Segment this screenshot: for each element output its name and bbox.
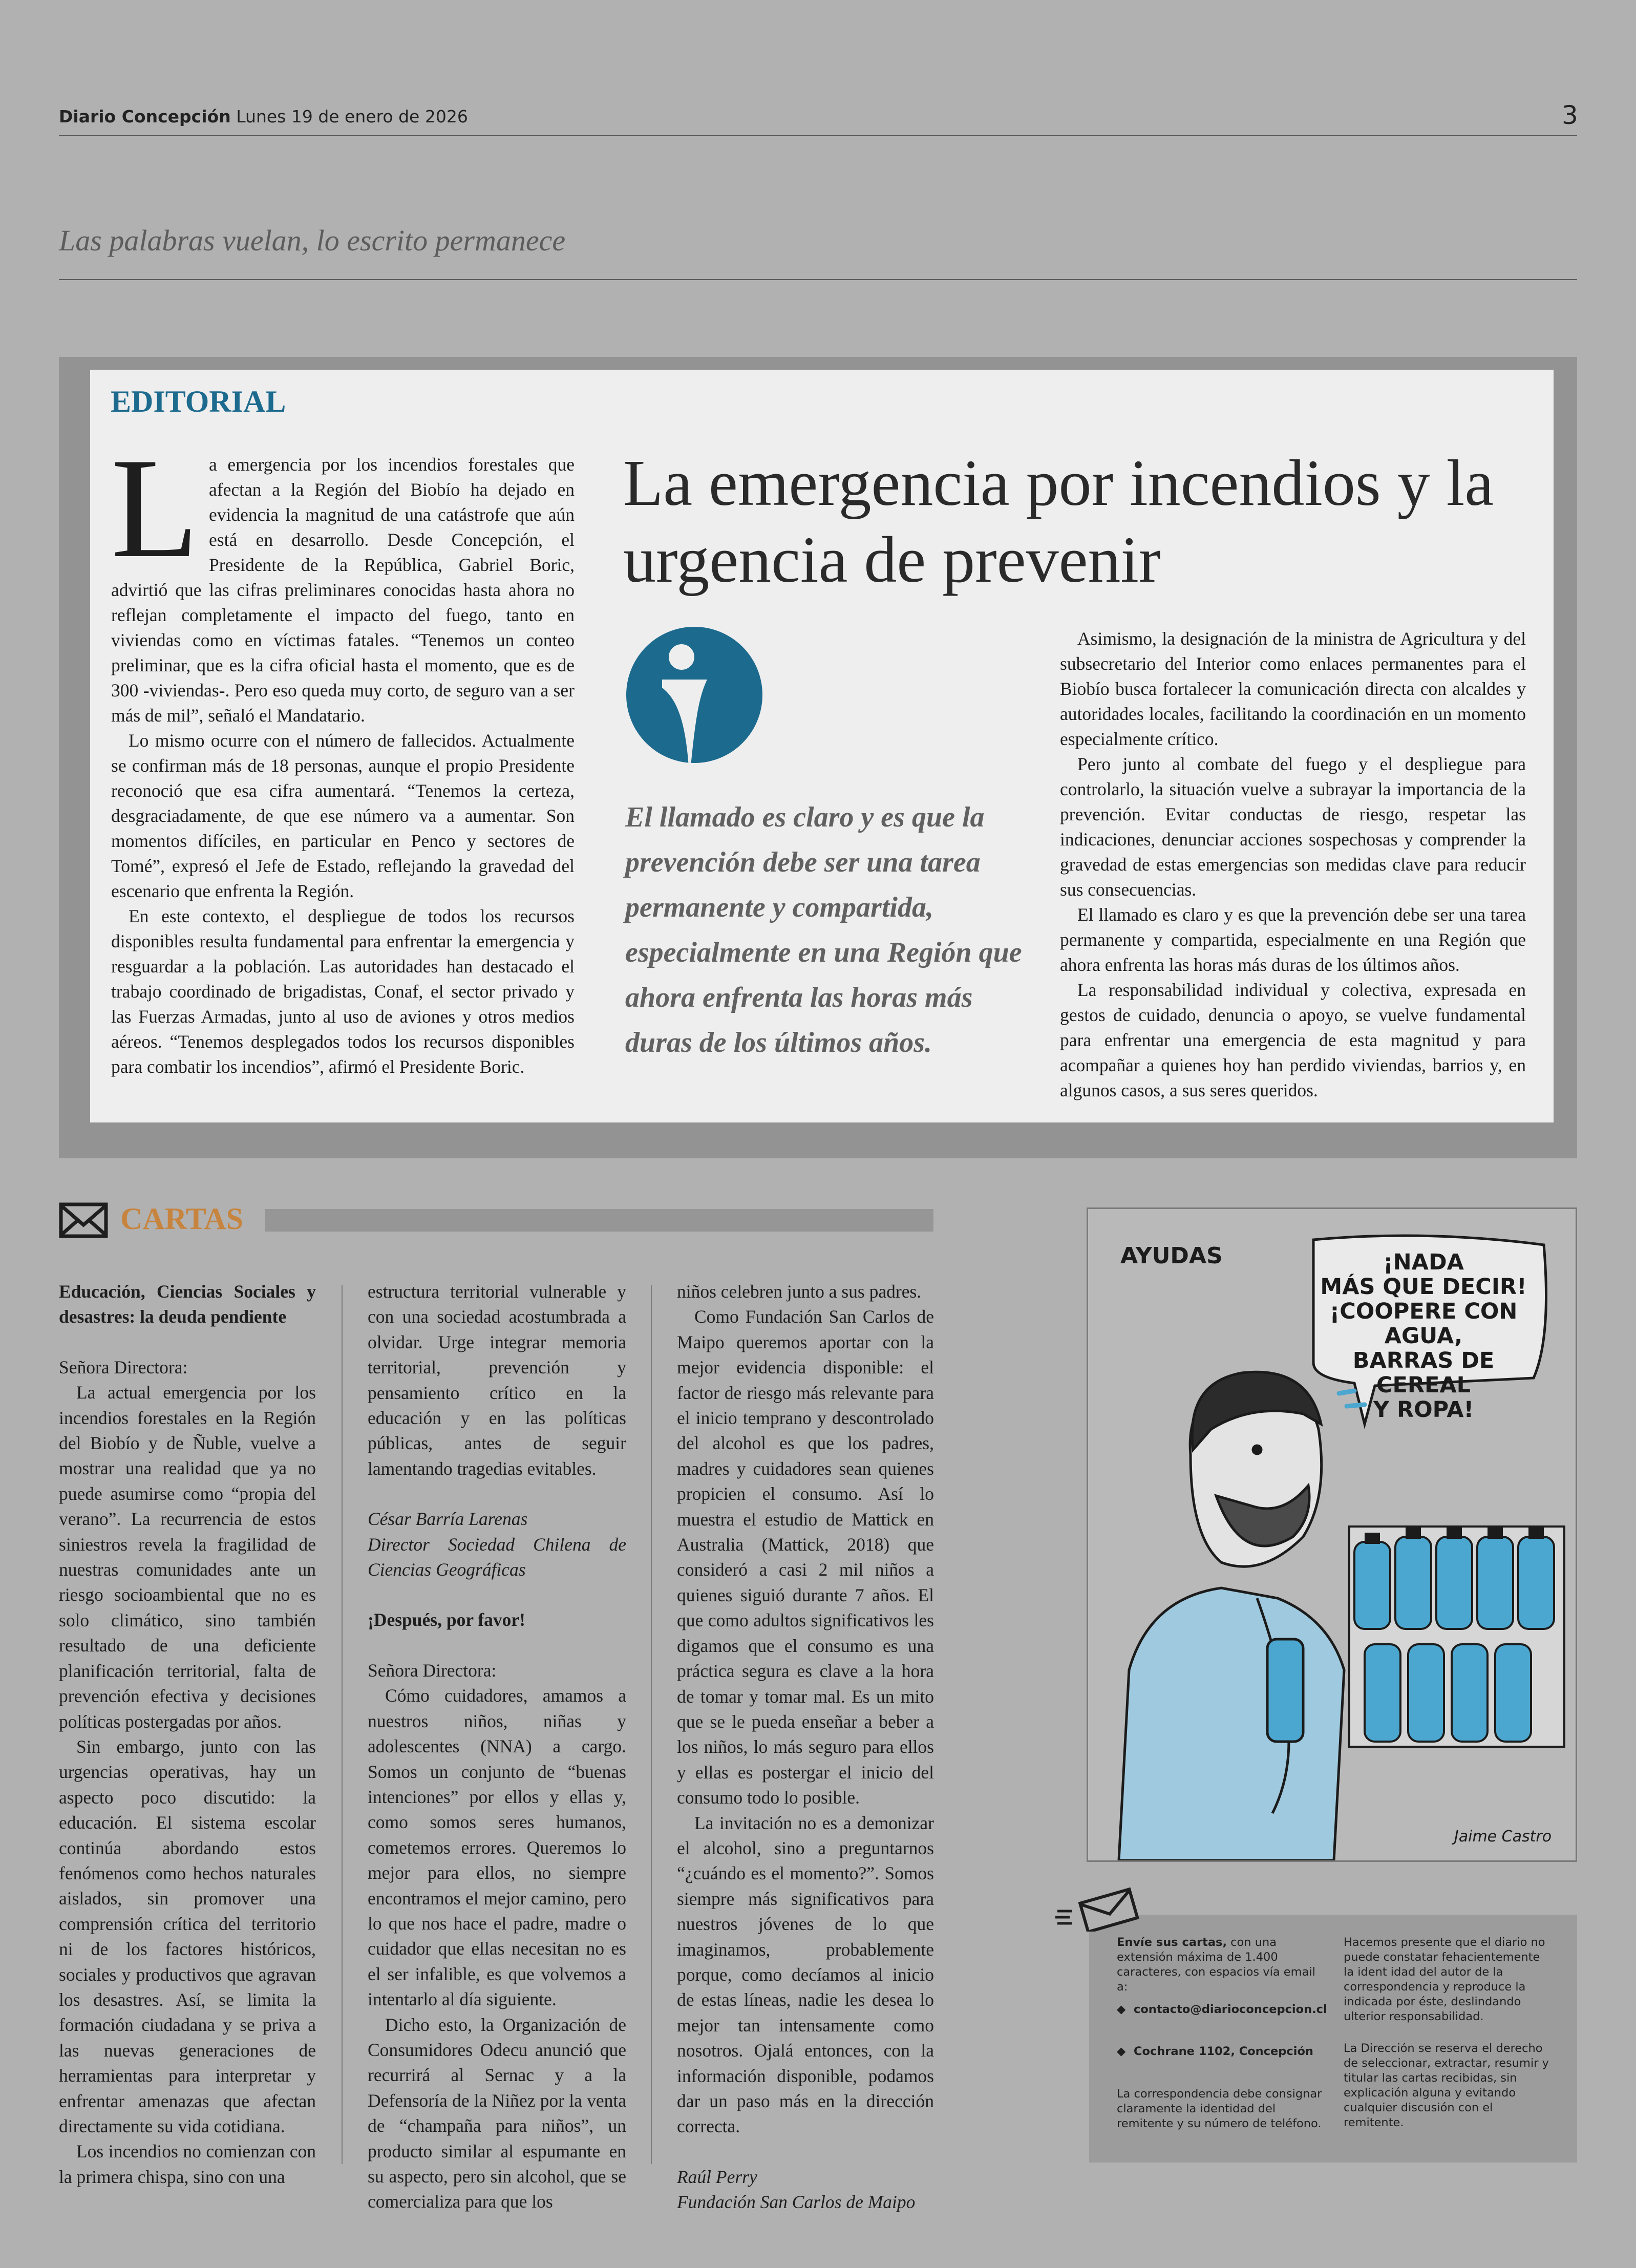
- letter-headline: Educación, Ciencias Sociales y desastres: la deuda pendiente: [59, 1281, 316, 1327]
- letter-paragraph: Sin embargo, junto con las urgencias operativas, hay un aspecto poco discutido: la educación. El sistema escolar continúa abordando estos fenómenos como hechos naturales aislados, sin promover una comprensión crítica del territorio ni de los factores históricos, sociales y productivos que agravan los desastres. Así, se limita la formación ciudadana y se priva a las nuevas generaciones de herramientas para interpretar y enfrentar amenazas que afectan directamente su vida cotidiana.: [59, 1736, 316, 2136]
- letter-paragraph: Dicho esto, la Organización de Consumidores Odecu anunció que recurrirá al Sernac y a la Defensoría de la Niñez por la venta de “champaña para niños”, un producto similar al espumante en su aspecto, pero sin alcohol, que se comercializa para que los: [368, 2014, 626, 2212]
- editorial-lead-text: a emergencia por los incendios forestales que afectan a la Región del Biobío ha dejado en evidencia la magnitud de una catástrofe que aún está en desarrollo. Desde Concepción, el Presidente de la República, Gabriel Boric, advirtió que las cifras preliminares conocidas hasta ahora no reflejan completamente el impacto del fuego, tanto en viviendas como en víctimas fatales. “Tenemos un conteo preliminar, que es la cifra oficial hasta el momento, que es de 300 -viviendas-. Pero eso queda muy corto, de seguro van a ser más de mil”, señaló el Mandatario.: [111, 454, 575, 726]
- info-disclaimer: Hacemos presente que el diario no puede constatar fehacientemente la ident idad del autor de la correspondencia y reproduce la indicada por éste, deslindando ulterior responsabilidad.: [1344, 1936, 1545, 2023]
- postal-address: Cochrane 1102, Concepción: [1133, 2045, 1313, 2058]
- letter-paragraph: Cómo cuidadores, amamos a nuestros niños, niñas y adolescentes (NNA) a cargo. Somos un conjunto de “buenas intenciones” por ellos y ellas y, como somos seres humanos, cometemos errores. Queremos lo mejor para ellos, no siempre encontramos el mejor camino, pero lo que nos hace el padre, madre o cuidador que ellas necesitan no es el ser infalible, es que volvemos a intentarlo al día siguiente.: [368, 1685, 626, 2010]
- cartas-label: CARTAS: [120, 1202, 244, 1236]
- masthead: [59, 107, 468, 126]
- letter-paragraph: La actual emergencia por los incendios forestales en la Región del Biobío y de Ñuble, vuelve a mostrar una realidad que ya no puede asumirse como “propia del verano”. La recurrencia de estos siniestros revela la fragilidad de nuestras comunidades ante un riesgo socioambiental que no es solo climático, sino también resultado de una deficiente planificación territorial, falta de prevención efectiva y decisiones políticas postergadas por años.: [59, 1382, 316, 1732]
- editorial-paragraph: En este contexto, el despliegue de todos los recursos disponibles resulta fundamental para enfrentar la emergencia y resguardar a la población. Las autoridades han destacado el trabajo coordinado de brigadistas, Conaf, el sector privado y las Fuerzas Armadas, junto al uso de aviones y otros medios aéreos. “Tenemos desplegados todos los recursos disponibles para combatir los incendios”, afirmó el Presidente Boric.: [111, 906, 575, 1077]
- issue-date: Lunes 19 de enero de 2026: [236, 107, 468, 126]
- column-divider: [342, 1285, 343, 2164]
- info-send-instructions: [1117, 1935, 1329, 1995]
- letter-salutation: Señora Directora:: [59, 1356, 188, 1377]
- page-number: 3: [1562, 100, 1578, 130]
- info-note: La correspondencia debe consignar claramente la identidad del remitente y su número de teléfono.: [1117, 2087, 1322, 2130]
- cartoon-panel: [1087, 1207, 1577, 1862]
- letter-paragraph: estructura territorial vulnerable y con una sociedad acostumbrada a olvidar. Urge integrar memoria territorial, prevención y pensamiento crítico en la educación y en las políticas públicas, antes de seguir lamentando tragedias evitables.: [368, 1281, 626, 1479]
- letter-paragraph: niños celebren junto a sus padres.: [677, 1281, 922, 1302]
- cartoon-title: AYUDAS: [1120, 1243, 1223, 1269]
- water-bottles: [1349, 1527, 1564, 1747]
- drop-cap: L: [111, 428, 199, 587]
- info-icon: [625, 623, 763, 767]
- letter-paragraph: Los incendios no comienzan con la primera chispa, sino con una: [59, 2141, 316, 2187]
- speech-line: ¡NADA: [1383, 1249, 1464, 1275]
- cartoon-speech-text: [1313, 1250, 1534, 1422]
- info-send-text: con una extensión máxima de 1.400 caracteres, con espacios vía email a:: [1117, 1936, 1315, 1994]
- info-address: ◆ Cochrane 1102, Concepción: [1117, 2045, 1313, 2058]
- cartoon-signature: Jaime Castro: [1454, 1828, 1552, 1846]
- info-email[interactable]: ◆ contacto@diarioconcepcion.cl: [1117, 2003, 1327, 2016]
- letter-signature-role: Fundación San Carlos de Maipo: [677, 2192, 916, 2213]
- letter-signature-role: Director Sociedad Chilena de Ciencias Geográficas: [368, 1534, 626, 1580]
- letters-column-2: [368, 1279, 626, 2215]
- editorial-column-3: [1060, 626, 1526, 1103]
- cartoon-man: [1119, 1372, 1344, 1860]
- editorial-paragraph: Pero junto al combate del fuego y el despliegue para controlarlo, la situación vuelve a subrayar la importancia de la prevención. Evitar conductas de riesgo, respetar las indicaciones, denunciar acciones sospechosas y comprender la gravedad de estas emergencias son medidas clave para reducir sus consecuencias.: [1060, 754, 1526, 900]
- email-address[interactable]: contacto@diarioconcepcion.cl: [1133, 2003, 1327, 2016]
- header-rule: [59, 135, 1577, 136]
- speech-line: Y ROPA!: [1373, 1397, 1474, 1423]
- info-send-bold: Envíe sus cartas,: [1117, 1936, 1227, 1949]
- editorial-kicker: EDITORIAL: [111, 385, 286, 418]
- editorial-pull-quote: El llamado es claro y es que la prevención debe ser una tarea permanente y compartida, especialmente en una Región que ahora enfrenta las horas más duras de los últimos años.: [625, 801, 1022, 1058]
- letters-column-1: [59, 1279, 316, 2190]
- speech-line: ¡COOPERE CON AGUA,: [1329, 1299, 1518, 1349]
- mail-envelope-icon: [1052, 1884, 1140, 1932]
- editorial-lead-paragraph: [111, 428, 575, 728]
- editorial-paragraph: Asimismo, la designación de la ministra de Agricultura y del subsecretario del Interior como enlaces permanentes para el Biobío busca fortalecer la comunicación directa con alcaldes y autoridades locales, facilitando la coordinación en un momento especialmente crítico.: [1060, 628, 1526, 749]
- section-tagline: Las palabras vuelan, lo escrito permanece: [59, 224, 566, 257]
- letter-salutation: Señora Directora:: [368, 1660, 497, 1681]
- speech-line: MÁS QUE DECIR!: [1320, 1274, 1527, 1300]
- editorial-column-1: [111, 428, 575, 1079]
- editorial-paragraph: Lo mismo ocurre con el número de fallecidos. Actualmente se confirman más de 18 personas, aunque el propio Presidente reconoció que esa cifra aumentará. “Tenemos la certeza, desgraciadamente, de que ese número va a aumentar. Son momentos difíciles, en particular en Penco y sectores de Tomé”, expresó el Jefe de Estado, reflejando la gravedad del escenario que enfrenta la Región.: [111, 730, 575, 901]
- speech-line: BARRAS DE CEREAL: [1352, 1348, 1495, 1398]
- letters-column-3: [677, 1279, 934, 2215]
- editorial-paragraph: La responsabilidad individual y colectiva, expresada en gestos de cuidado, denuncia o apoyo, se vuelve fundamental para enfrentar una emergencia de esta magnitud y para acompañar a quienes hoy han perdido viviendas, barrios y, en algunos casos, a sus seres queridos.: [1060, 980, 1526, 1100]
- letter-signature-name: César Barría Larenas: [368, 1509, 528, 1530]
- letter-paragraph: Como Fundación San Carlos de Maipo queremos aportar con la mejor evidencia disponible: el factor de riesgo más relevante para el inicio temprano y descontrolado del alcohol es que los padres, madres y cuidadores sean quienes propicien el consumo. Así lo muestra el estudio de Mattick en Australia (Mattick, 2018) que consideró a casi 2 mil niños a quienes siguió durante 7 años. El que como adultos significativos les digamos que el consumo es una práctica segura es clave a la hora de tomar y tomar mal. Es un mito que se le pueda enseñar a beber a los niños, lo más seguro para ellos y ellas es postergar el inicio del consumo todo lo posible.: [677, 1306, 934, 1808]
- cartas-bar: [265, 1209, 933, 1232]
- column-divider: [651, 1285, 652, 2164]
- tagline-rule: [59, 279, 1577, 280]
- editorial-headline: La emergencia por incendios y la urgencia de prevenir: [623, 447, 1494, 596]
- info-disclaimer: La Dirección se reserva el derecho de seleccionar, extractar, resumir y titular las cartas recibidas, sin explicación alguna y evitando cualquier discusión con el remitente.: [1344, 2042, 1549, 2129]
- envelope-icon: [59, 1202, 108, 1238]
- editorial-paragraph: El llamado es claro y es que la prevención debe ser una tarea permanente y compartida, especialmente en una Región que ahora enfrenta las horas más duras de los últimos años.: [1060, 904, 1526, 975]
- letter-signature-name: Raúl Perry: [677, 2166, 757, 2187]
- paper-name: Diario Concepción: [59, 107, 231, 126]
- letter-paragraph: La invitación no es a demonizar el alcohol, sino a preguntarnos “¿cuándo es el momento?”. Somos siempre más significativos para nuestros jóvenes de lo que imaginamos, probablemente porque, como decíamos al inicio de estas líneas, nadie les desea lo mejor tan intensamente como nosotros. Ojalá entonces, con la información disponible, podamos dar un paso más en la dirección correcta.: [677, 1812, 934, 2137]
- letter-headline: ¡Después, por favor!: [368, 1609, 525, 1630]
